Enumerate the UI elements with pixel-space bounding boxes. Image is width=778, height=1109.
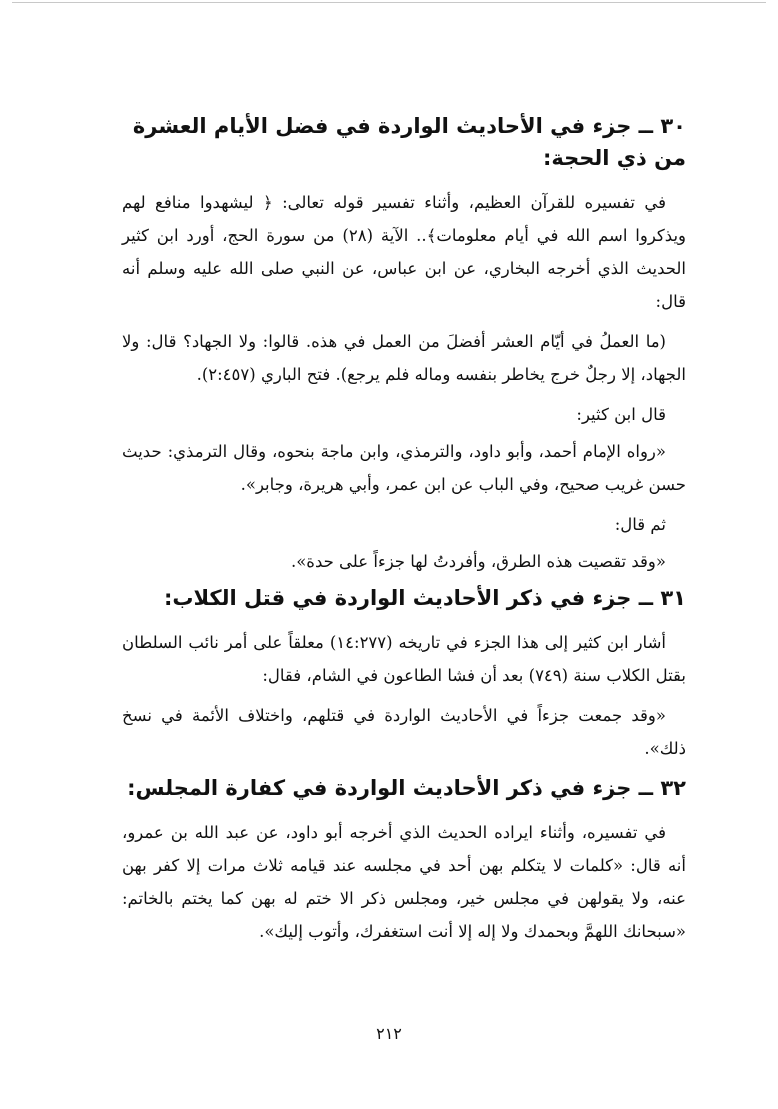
quote-paragraph: «وقد جمعت جزءاً في الأحاديث الواردة في قتلهم، واختلاف الأئمة في نسخ ذلك». (122, 706, 686, 758)
paragraph: أشار ابن كثير إلى هذا الجزء في تاريخه (١٤:٢٧٧) معلقاً على أمر نائب السلطان بقتل الكلاب سنة (٧٤٩) بعد أن فشا الطاعون في الشام، فقال: (122, 633, 686, 685)
section-32 (122, 772, 686, 948)
paragraph: قال ابن كثير: (576, 405, 666, 424)
page-number: ٢١٢ (376, 1024, 402, 1043)
section-30 (122, 110, 686, 578)
section-heading: ٣١ ــ جزء في ذكر الأحاديث الواردة في قتل الكلاب: (163, 586, 686, 610)
paragraph: ثم قال: (614, 515, 666, 534)
hadith-quote: (ما العملُ في أيّام العشر أفضلَ من العمل في هذه. قالوا: ولا الجهاد؟ قال: ولا الجهاد، إلا رجلٌ خرج يخاطر بنفسه وماله فلم يرجع). فتح الباري (٢:٤٥٧). (122, 332, 686, 384)
quote-paragraph: «وقد تقصيت هذه الطرق، وأفردتُ لها جزءاً على حدة». (290, 552, 666, 571)
page-content (122, 110, 686, 955)
paragraph: في تفسيره للقرآن العظيم، وأثناء تفسير قوله تعالى: ﴿ ليشهدوا منافع لهم ويذكروا اسم الله في أيام معلومات﴾.. الآية (٢٨) من سورة الحج، أورد ابن كثير الحديث الذي أخرجه البخاري، عن ابن عباس، عن النبي صلى الله عليه وسلم أنه قال: (122, 193, 687, 311)
section-heading: ٣٠ ــ جزء في الأحاديث الواردة في فضل الأيام العشرة من ذي الحجة: (132, 114, 686, 170)
paragraph: في تفسيره، وأثناء ايراده الحديث الذي أخرجه أبو داود، عن عبد الله بن عمرو، أنه قال: «كلمات لا يتكلم بهن أحد في مجلسه عند قيامه ثلاث مرات إلا كفر بهن عنه، ولا يقولهن في مجلس خير، ومجلس ذكر الا ختم له بهن كما يختم بالخاتم: «سبحانك اللهمَّ وبحمدك ولا إله إلا أنت استغفرك، وأتوب إليك». (122, 823, 686, 941)
section-heading: ٣٢ ــ جزء في ذكر الأحاديث الواردة في كفارة المجلس: (127, 776, 686, 800)
quote-paragraph: «رواه الإمام أحمد، وأبو داود، والترمذي، وابن ماجة بنحوه، وقال الترمذي: حديث حسن غريب صحيح، وفي الباب عن ابن عمر، وأبي هريرة، وجابر». (122, 442, 686, 494)
top-border-line (12, 2, 766, 3)
section-31 (122, 582, 686, 765)
